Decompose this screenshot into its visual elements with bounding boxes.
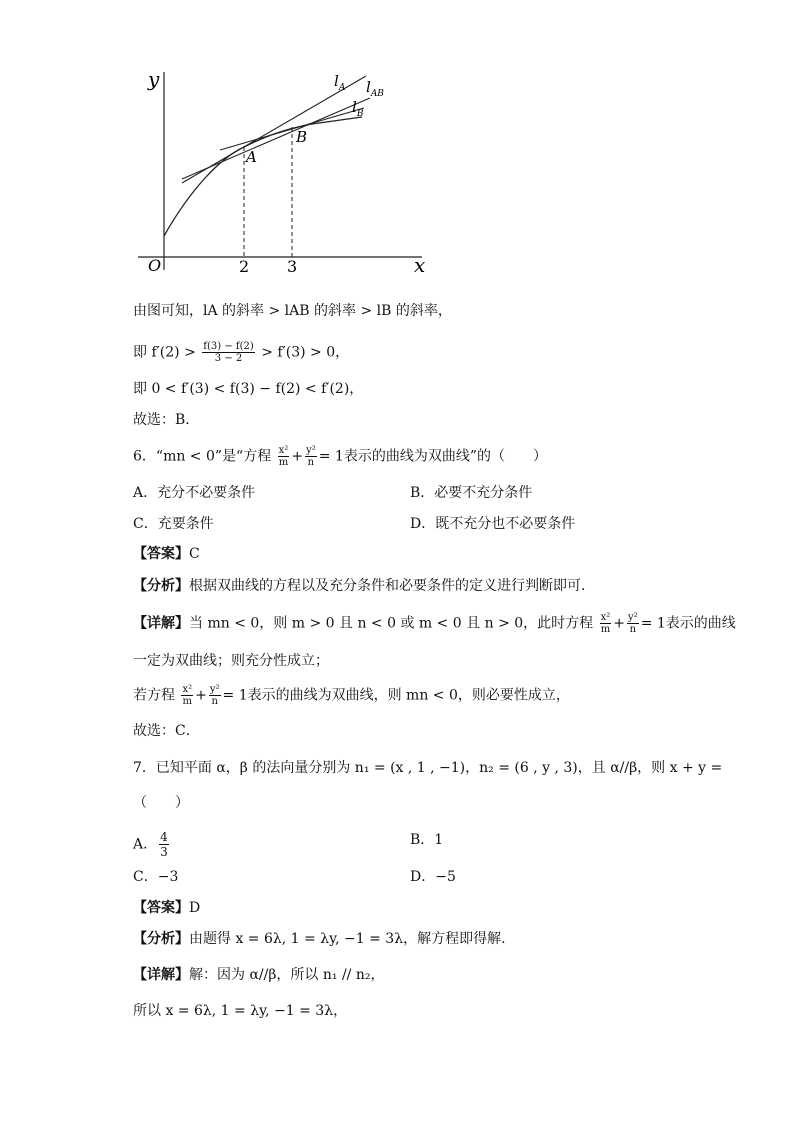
q7-detail-last: 所以 x = 6λ, 1 = λy, −1 = 3λ， bbox=[133, 1003, 348, 1019]
q7-option-d: D．−5 bbox=[410, 869, 456, 885]
q7-analysis: 【分析】由题得 x = 6λ, 1 = λy, −1 = 3λ，解方程即得解. bbox=[133, 931, 506, 947]
q5-line3: 即 0 < f′(3) < f(3) − f(2) < f′(2)， bbox=[133, 381, 364, 397]
q7-paren: （ ） bbox=[133, 795, 189, 811]
derivative-graph bbox=[130, 60, 440, 280]
q7-stem: 7．已知平面 α，β 的法向量分别为 n₁ = (x , 1 , −1)，n₂ = (6 , y , 3)，且 α//β，则 x + y = bbox=[133, 760, 723, 776]
secant-line-ab bbox=[182, 98, 370, 179]
q7-detail: 【详解】解：因为 α//β，所以 n₁ // n₂， bbox=[133, 967, 385, 983]
x-axis-label: x bbox=[414, 253, 426, 277]
q5-line4: 故选：B． bbox=[133, 412, 200, 428]
line-ab-label: $l_{AB}$ bbox=[366, 78, 384, 99]
q6-detail-line4: 故选：C． bbox=[133, 723, 200, 739]
q6-option-a: A．充分不必要条件 bbox=[133, 485, 256, 501]
q6-option-d: D．既不充分也不必要条件 bbox=[410, 516, 576, 532]
point-a-label: A bbox=[246, 148, 257, 166]
q6-detail-line1: 【详解】当 mn < 0，则 m > 0 且 n < 0 或 m < 0 且 n > 0，此时方程 $\frac{\text{x²}}{m}$ + $\frac{\text{y²}}{n}$ = 1表示的曲线 bbox=[133, 612, 736, 635]
tick-2-label: 2 bbox=[239, 257, 250, 276]
q6-answer: 【答案】C bbox=[133, 546, 200, 562]
q7-option-b: B．1 bbox=[410, 832, 444, 848]
line-a-label: $l_A$ bbox=[334, 72, 346, 93]
origin-label: O bbox=[148, 256, 162, 275]
q6-detail-line2: 一定为双曲线；则充分性成立； bbox=[133, 653, 329, 669]
q6-option-b: B．必要不充分条件 bbox=[410, 485, 533, 501]
line-b-label: $l_B$ bbox=[352, 98, 364, 119]
tick-3-label: 3 bbox=[287, 257, 298, 276]
q7-answer: 【答案】D bbox=[133, 900, 201, 916]
q7-option-a: A． $\frac{4}{3}$ bbox=[133, 830, 168, 859]
q5-line1: 由图可知，lA 的斜率 > lAB 的斜率 > lB 的斜率， bbox=[133, 303, 452, 319]
q6-stem: 6．“mn < 0”是“方程 $\frac{\text{x²}}{m}$ + $\frac{\text{y²}}{n}$ = 1表示的曲线为双曲线”的（ ） bbox=[133, 445, 547, 468]
point-b-label: B bbox=[296, 128, 308, 146]
q6-detail-line3: 若方程 $\frac{\text{x²}}{m}$ + $\frac{\text{y²}}{n}$ = 1表示的曲线为双曲线，则 mn < 0，则必要性成立， bbox=[133, 684, 570, 707]
q6-option-c: C．充要条件 bbox=[133, 516, 214, 532]
y-axis-label: y bbox=[148, 67, 160, 91]
q6-analysis: 【分析】根据双曲线的方程以及充分条件和必要条件的定义进行判断即可. bbox=[133, 578, 586, 594]
q5-fraction: $\frac{f(3) - f(2)}{3 - 2}$ bbox=[203, 341, 254, 364]
q5-line2: 即 f′(2) > $\frac{f(3) - f(2)}{3 - 2}$ > f′(3) > 0， bbox=[133, 341, 350, 364]
q7-option-c: C．−3 bbox=[133, 869, 179, 885]
